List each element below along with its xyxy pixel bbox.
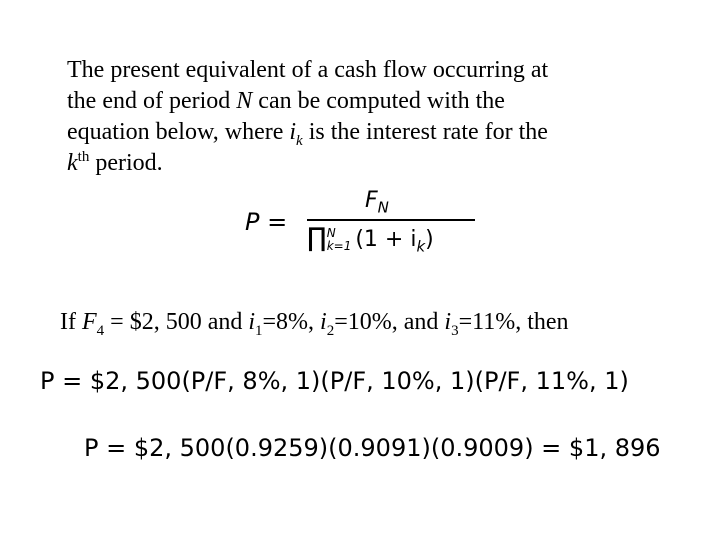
product-symbol: ∏ — [307, 223, 327, 253]
paragraph-text: equation below, where — [67, 119, 290, 145]
equation-result: P = $2, 500(0.9259)(0.9091)(0.9009) = $1, 896 — [84, 434, 661, 462]
paragraph-text: period. — [89, 150, 163, 176]
denominator-close: ) — [425, 227, 434, 252]
explanation-paragraph — [67, 55, 667, 179]
fraction-bar — [307, 219, 475, 221]
formula-denominator — [307, 223, 434, 256]
formula-lhs: P = — [245, 208, 288, 236]
k-variable: k — [67, 150, 78, 176]
period-variable: N — [236, 88, 253, 114]
paragraph-text: is the interest rate for the — [302, 119, 548, 145]
paragraph-line-3 — [67, 117, 667, 148]
paragraph-text: can be computed with the — [252, 88, 505, 114]
product-limits: N k=1 — [326, 226, 352, 253]
paragraph-text: the end of period — [67, 88, 237, 114]
ordinal-suffix: th — [77, 149, 90, 165]
formula-numerator: $F_N$ — [365, 188, 389, 217]
present-equivalent-formula — [245, 188, 485, 268]
interest-variable: i — [289, 119, 297, 145]
equation-factors: P = $2, 500(P/F, 8%, 1)(P/F, 10%, 1)(P/F, 11%, 1) — [40, 367, 629, 395]
paragraph-line-4 — [67, 148, 667, 179]
paragraph-line-1: The present equivalent of a cash flow occurring at — [67, 57, 549, 83]
denominator-expression: (1 + i — [355, 227, 417, 252]
paragraph-line-2 — [67, 86, 667, 117]
interest-subscript: k — [296, 132, 303, 149]
given-values-line: If $F_4$ = $2, 500 and $i_1=8\%$, $i_2=10\%$, and $i_3=11\%$, then — [60, 309, 569, 339]
denominator-subscript: k — [416, 237, 426, 256]
